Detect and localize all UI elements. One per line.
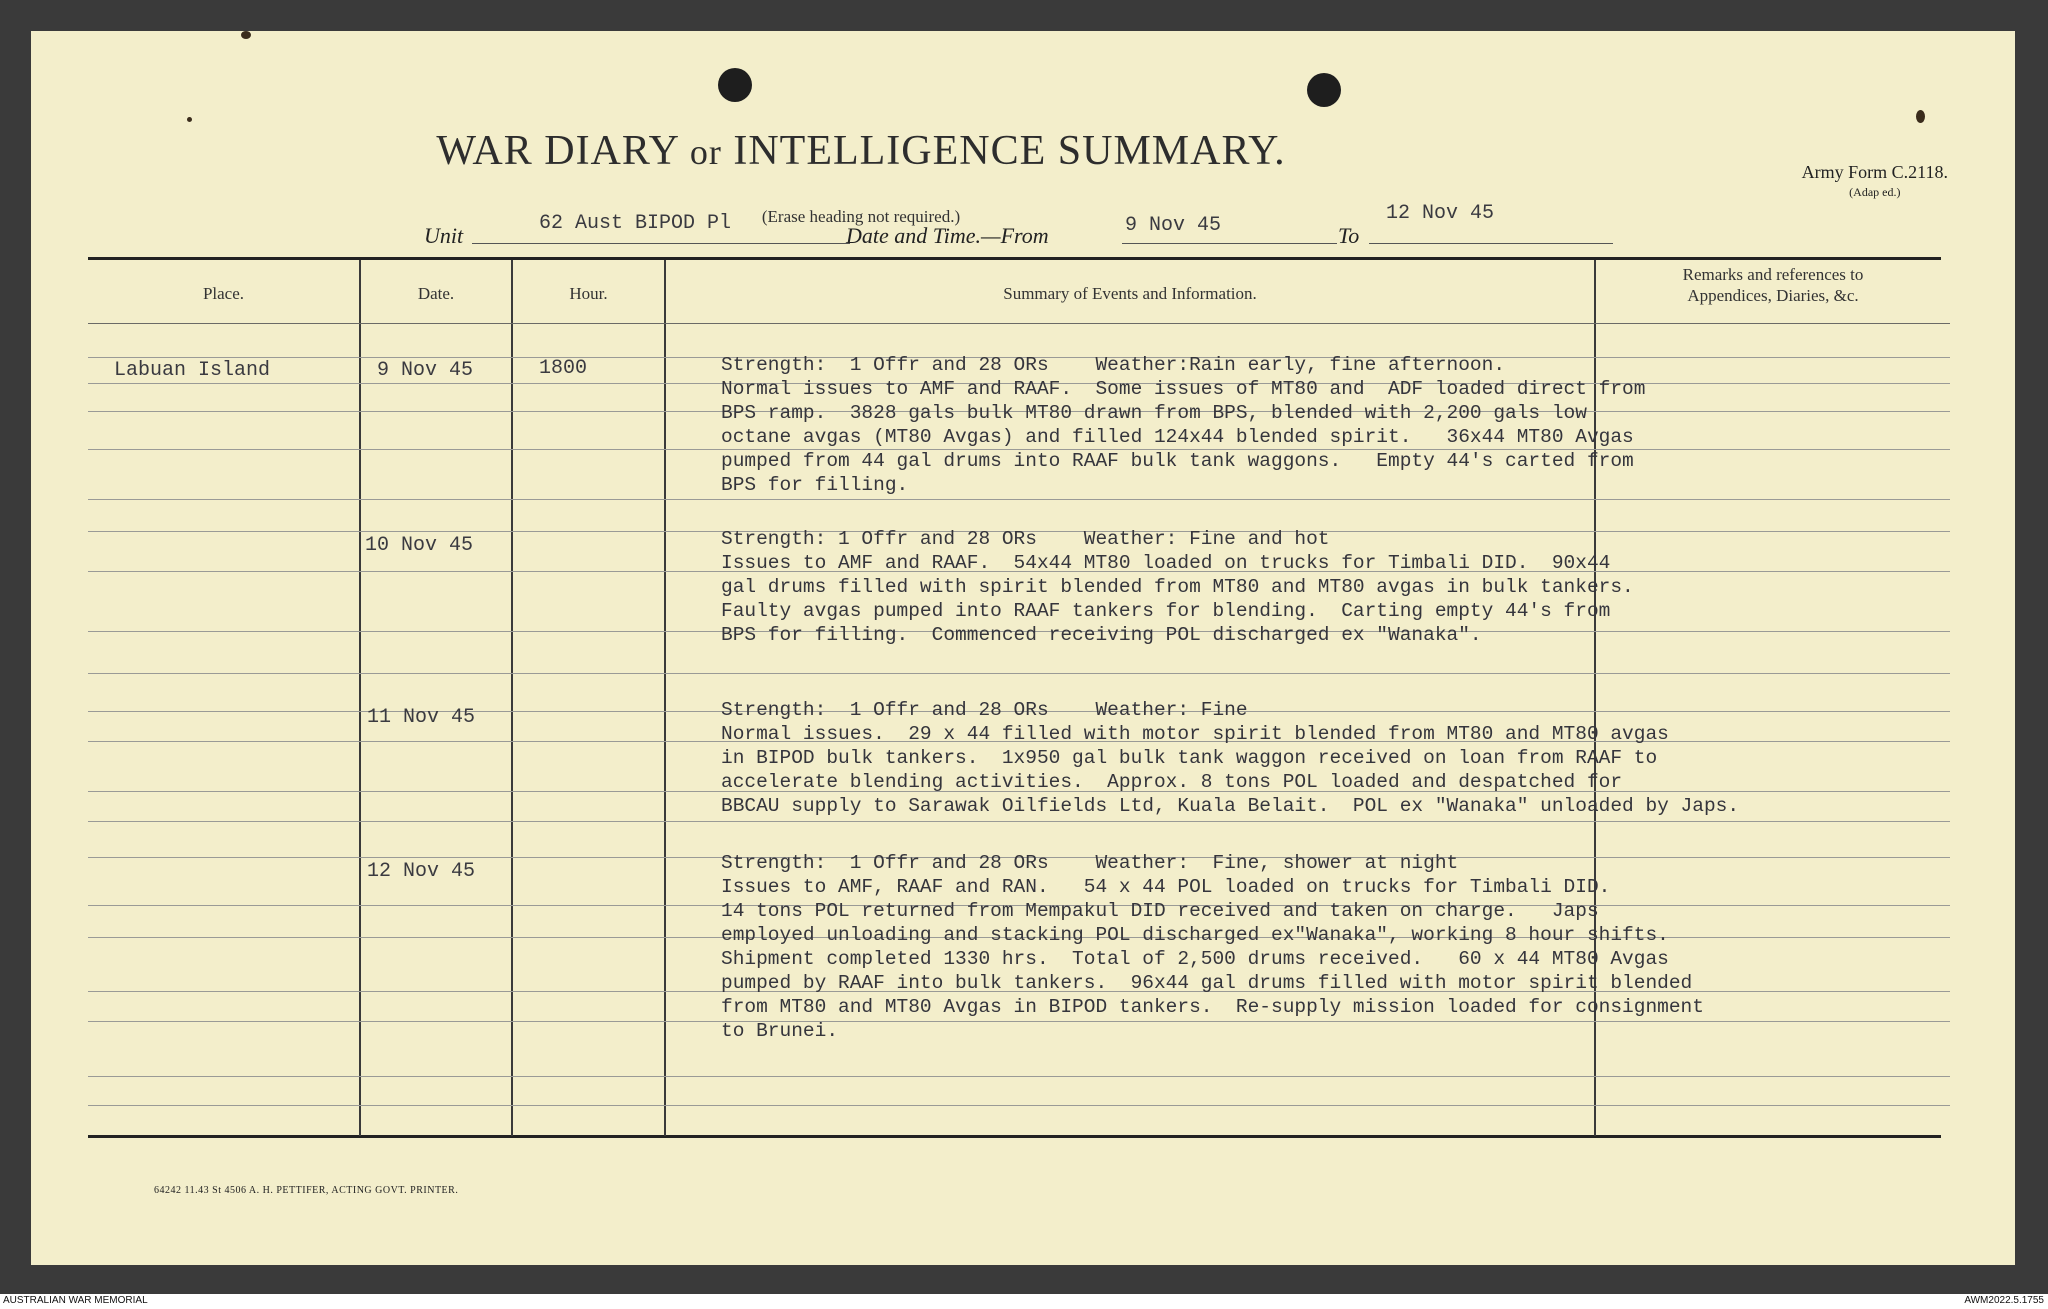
entry-line: Strength: 1 Offr and 28 ORs Weather: Fine and hot bbox=[721, 528, 1330, 550]
diary-entry bbox=[721, 353, 1851, 497]
army-form-sub: (Adap ed.) bbox=[1849, 185, 1901, 199]
page-subtitle: (Erase heading not required.) bbox=[761, 207, 961, 226]
entry-line: pumped by RAAF into bulk tankers. 96x44 gal drums filled with motor spirit blended bbox=[721, 972, 1693, 994]
entry-line: Strength: 1 Offr and 28 ORs Weather:Rain early, fine afternoon. bbox=[721, 354, 1506, 376]
printer-imprint: 64242 11.43 St 4506 A. H. PETTIFER, ACTING GOVT. PRINTER. bbox=[154, 1185, 459, 1196]
entry-line: accelerate blending activities. Approx. 8 tons POL loaded and despatched for bbox=[721, 771, 1623, 793]
ruled-line bbox=[88, 499, 1950, 500]
ruled-line bbox=[88, 1105, 1950, 1106]
remarks-header-line-2: Appendices, Diaries, &c. bbox=[1687, 286, 1859, 305]
paper-speck bbox=[1916, 110, 1925, 123]
entry-date: 9 Nov 45 bbox=[377, 359, 474, 382]
title-main: WAR DIARY bbox=[436, 128, 679, 174]
entry-line: Faulty avgas pumped into RAAF tankers for blending. Carting empty 44's from bbox=[721, 600, 1611, 622]
column-divider bbox=[359, 260, 361, 1136]
diary-entry bbox=[721, 527, 1851, 647]
entry-line: Shipment completed 1330 hrs. Total of 2,500 drums received. 60 x 44 MT80 Avgas bbox=[721, 948, 1669, 970]
column-divider bbox=[511, 260, 513, 1136]
war-diary-sheet bbox=[31, 31, 2015, 1265]
punch-hole bbox=[718, 68, 752, 102]
unit-label: Unit bbox=[424, 223, 464, 248]
entry-line: BPS for filling. Commenced receiving POL discharged ex "Wanaka". bbox=[721, 624, 1482, 646]
date-from-label: Date and Time.—From bbox=[846, 223, 1049, 248]
diary-entry bbox=[721, 851, 1851, 1043]
entry-line: Normal issues. 29 x 44 filled with motor spirit blended from MT80 and MT80 avgas bbox=[721, 723, 1669, 745]
entry-line: from MT80 and MT80 Avgas in BIPOD tankers. Re-supply mission loaded for consignment bbox=[721, 996, 1704, 1018]
table-bottom-rule bbox=[88, 1135, 1941, 1138]
diary-entry bbox=[721, 698, 1851, 818]
entry-date: 12 Nov 45 bbox=[367, 860, 476, 883]
entry-line: to Brunei. bbox=[721, 1020, 839, 1042]
entry-line: in BIPOD bulk tankers. 1x950 gal bulk tank waggon received on loan from RAAF to bbox=[721, 747, 1658, 769]
page-title bbox=[31, 127, 1691, 175]
column-header-place: Place. bbox=[202, 284, 245, 303]
army-form-number bbox=[1802, 162, 1948, 200]
entry-line: Issues to AMF, RAAF and RAN. 54 x 44 POL loaded on trucks for Timbali DID. bbox=[721, 876, 1611, 898]
column-header-summary: Summary of Events and Information. bbox=[1003, 284, 1257, 303]
ruled-line bbox=[88, 1076, 1950, 1077]
column-header-hour: Hour. bbox=[569, 284, 608, 303]
date-to-underline bbox=[1369, 243, 1613, 244]
entry-line: BPS for filling. bbox=[721, 474, 909, 496]
paper-speck bbox=[241, 31, 251, 39]
unit-underline bbox=[472, 243, 850, 244]
column-header-date: Date. bbox=[417, 284, 455, 303]
entry-line: BBCAU supply to Sarawak Oilfields Ltd, Kuala Belait. POL ex "Wanaka" unloaded by Japs. bbox=[721, 795, 1740, 817]
title-or: or bbox=[689, 132, 722, 172]
entry-line: Strength: 1 Offr and 28 ORs Weather: Fine, shower at night bbox=[721, 852, 1459, 874]
ruled-line bbox=[88, 821, 1950, 822]
date-to-value: 12 Nov 45 bbox=[1386, 202, 1495, 225]
entry-place: Labuan Island bbox=[114, 359, 271, 382]
entry-date: 11 Nov 45 bbox=[367, 706, 476, 729]
title-rest: INTELLIGENCE SUMMARY. bbox=[733, 128, 1286, 174]
entry-date: 10 Nov 45 bbox=[365, 534, 474, 557]
entry-line: pumped from 44 gal drums into RAAF bulk tank waggons. Empty 44's carted from bbox=[721, 450, 1634, 472]
unit-value: 62 Aust BIPOD Pl bbox=[539, 212, 732, 235]
army-form-label: Army Form C.2118. bbox=[1801, 162, 1948, 182]
column-header-remarks bbox=[1596, 264, 1950, 306]
column-divider bbox=[664, 260, 666, 1136]
entry-line: gal drums filled with spirit blended from MT80 and MT80 avgas in bulk tankers. bbox=[721, 576, 1634, 598]
archive-caption-bar bbox=[0, 1294, 2048, 1309]
table-top-rule bbox=[88, 257, 1941, 260]
entry-line: 14 tons POL returned from Mempakul DID received and taken on charge. Japs bbox=[721, 900, 1599, 922]
entry-line: employed unloading and stacking POL discharged ex"Wanaka", working 8 hour shifts. bbox=[721, 924, 1669, 946]
entry-line: BPS ramp. 3828 gals bulk MT80 drawn from BPS, blended with 2,200 gals low bbox=[721, 402, 1587, 424]
entry-line: Normal issues to AMF and RAAF. Some issues of MT80 and ADF loaded direct from bbox=[721, 378, 1646, 400]
remarks-header-line-1: Remarks and references to bbox=[1682, 265, 1864, 284]
entry-hour: 1800 bbox=[539, 357, 588, 380]
date-from-value: 9 Nov 45 bbox=[1125, 214, 1222, 237]
entry-line: Strength: 1 Offr and 28 ORs Weather: Fine bbox=[721, 699, 1248, 721]
paper-speck bbox=[187, 117, 192, 122]
punch-hole bbox=[1307, 73, 1341, 107]
archive-name: AUSTRALIAN WAR MEMORIAL bbox=[3, 1295, 148, 1306]
entry-line: Issues to AMF and RAAF. 54x44 MT80 loaded on trucks for Timbali DID. 90x44 bbox=[721, 552, 1611, 574]
date-to-label: To bbox=[1338, 223, 1360, 248]
entry-line: octane avgas (MT80 Avgas) and filled 124x44 blended spirit. 36x44 MT80 Avgas bbox=[721, 426, 1634, 448]
ruled-line bbox=[88, 673, 1950, 674]
header-underline bbox=[88, 323, 1950, 324]
date-from-underline bbox=[1122, 243, 1337, 244]
archive-reference: AWM2022.5.1755 bbox=[1964, 1295, 2044, 1306]
